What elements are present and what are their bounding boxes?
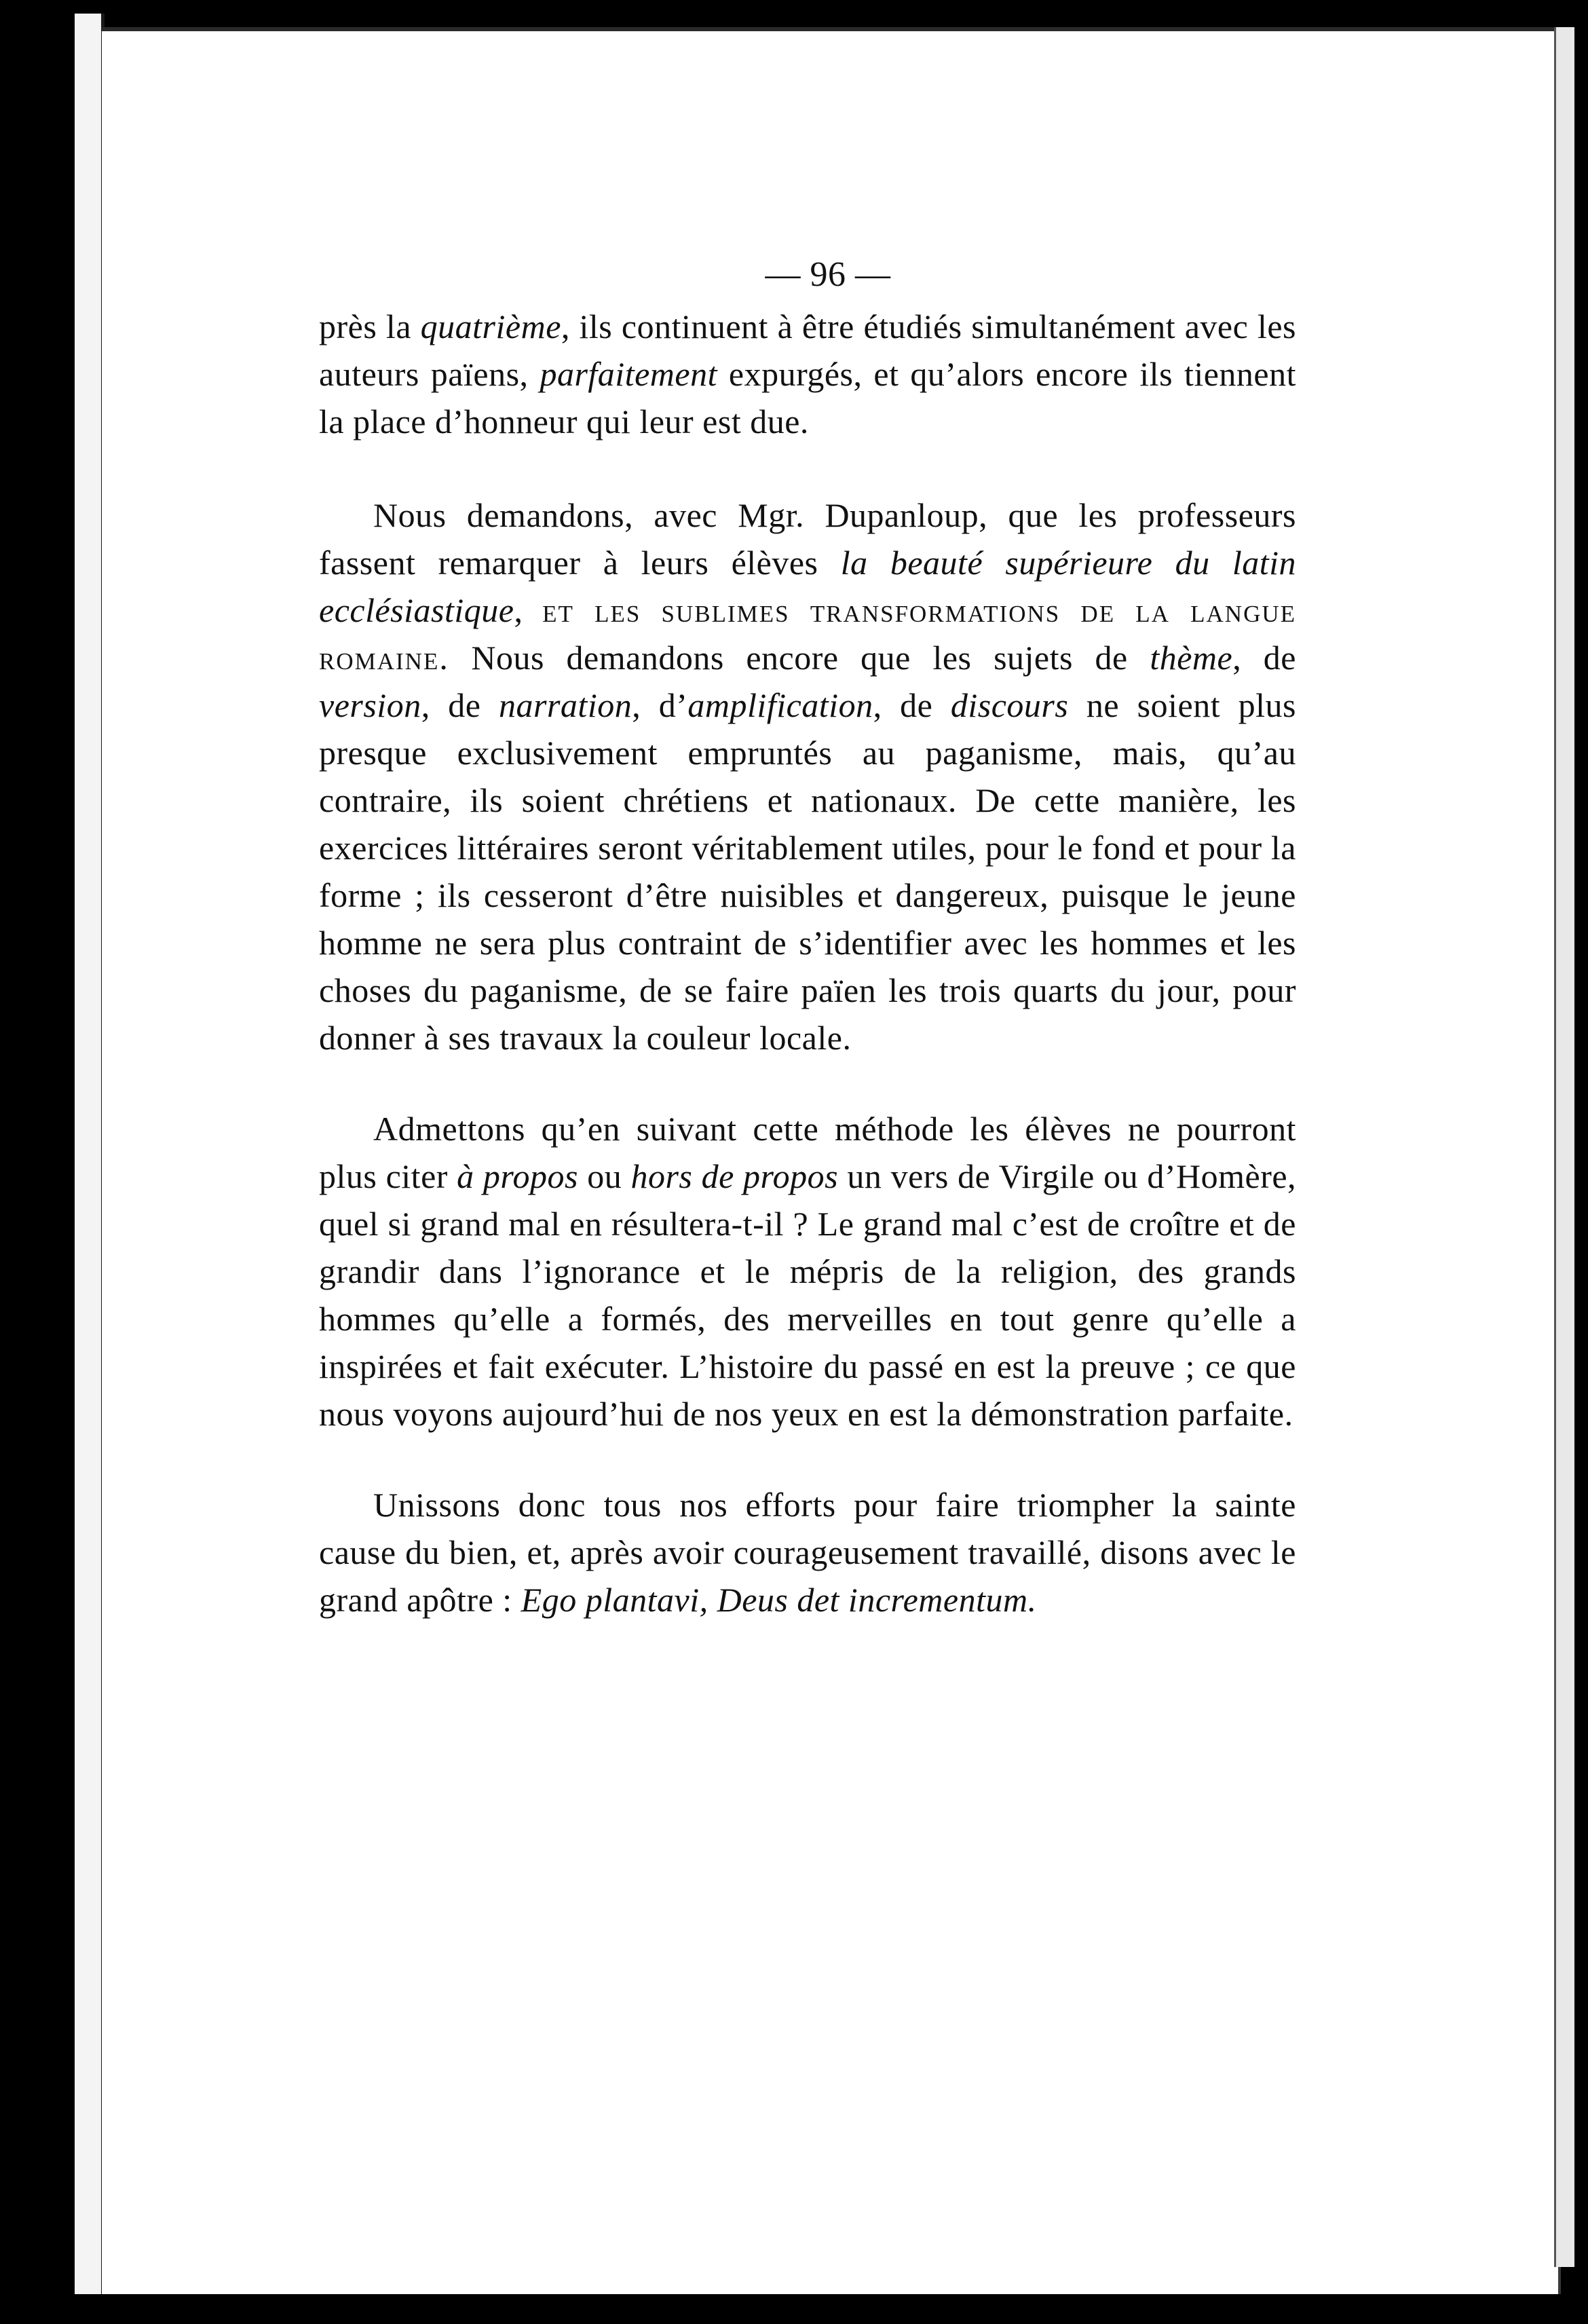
text-run-italic: quatrième (420, 307, 561, 345)
text-run-italic: hors de propos (630, 1157, 839, 1195)
text-run: Admettons qu’en suivant cette méthode les élèves ne pourront plus citer (319, 1110, 1296, 1195)
text-run: Nous demandons, avec Mgr. Dupanloup, que les professeurs fassent remarquer à leurs élèves (319, 496, 1296, 582)
text-run: , d’ (632, 686, 688, 724)
text-run-italic: amplification (687, 686, 873, 724)
page-left-edge (75, 14, 105, 2294)
text-run: , de (421, 686, 499, 724)
paragraph-1 (319, 303, 1296, 445)
text-run-italic: à propos (457, 1157, 578, 1195)
text-run: Nous demandons encore que les sujets de (449, 639, 1150, 677)
text-run: , de (1232, 639, 1296, 677)
text-run: ne soient plus presque exclusivement empruntés au paganisme, mais, qu’au contraire, ils soient chrétiens et nationaux. De cette manière, les exercices littéraires seront véritablement utiles, pour le fond et pour la forme ; ils cesseront d’être nuisibles et dangereux, puisque le jeune homme ne sera plus contraint de s’identifier avec les hommes et les choses du paganisme, de se faire païen les trois quarts du jour, pour donner à ses travaux la couleur locale. (319, 686, 1296, 1057)
text-run-italic: parfaitement (540, 355, 717, 393)
page-body (319, 251, 1296, 1624)
text-run: , ils continuent à être étudiés simultanément avec les auteurs païens, (319, 307, 1296, 393)
page-right-edge (1554, 27, 1574, 2267)
text-run: un vers de Virgile ou d’Homère, quel si grand mal en résultera-t-il ? Le grand mal c’est de croître et de grandir dans l’ignorance et le mépris de la religion, des grands hommes qu’elle a formés, des merveilles en tout genre qu’elle a inspirées et fait exécuter. L’histoire du passé en est la preuve ; ce que nous voyons aujourd’hui de nos yeux en est la démonstration parfaite. (319, 1157, 1297, 1433)
text-run-italic: Ego plantavi, Deus det incrementum. (521, 1581, 1037, 1619)
text-run-italic: la beauté supérieure du latin ecclésiastique (319, 544, 1296, 629)
text-run: expurgés, et qu’alors encore ils tiennent la place d’honneur qui leur est due. (319, 355, 1297, 441)
text-run-italic: version (319, 686, 421, 724)
text-run: ou (578, 1157, 631, 1195)
text-run: , (514, 591, 543, 629)
paragraph-3 (319, 1105, 1296, 1438)
paragraph-4 (319, 1481, 1296, 1624)
text-run: , de (873, 686, 951, 724)
text-run-italic: thème (1150, 639, 1233, 677)
text-run-italic: narration (499, 686, 632, 724)
text-run: près la (319, 307, 421, 345)
text-run-smallcaps: et les sublimes transformations de la langue romaine. (319, 591, 1296, 677)
page-number: — 96 — (765, 255, 891, 294)
paragraph-2 (319, 491, 1296, 1062)
text-run-italic: discours (950, 686, 1069, 724)
text-run: Unissons donc tous nos efforts pour faire triompher la sainte cause du bien, et, après avoir courageusement travaillé, disons avec le grand apôtre : (319, 1486, 1296, 1619)
